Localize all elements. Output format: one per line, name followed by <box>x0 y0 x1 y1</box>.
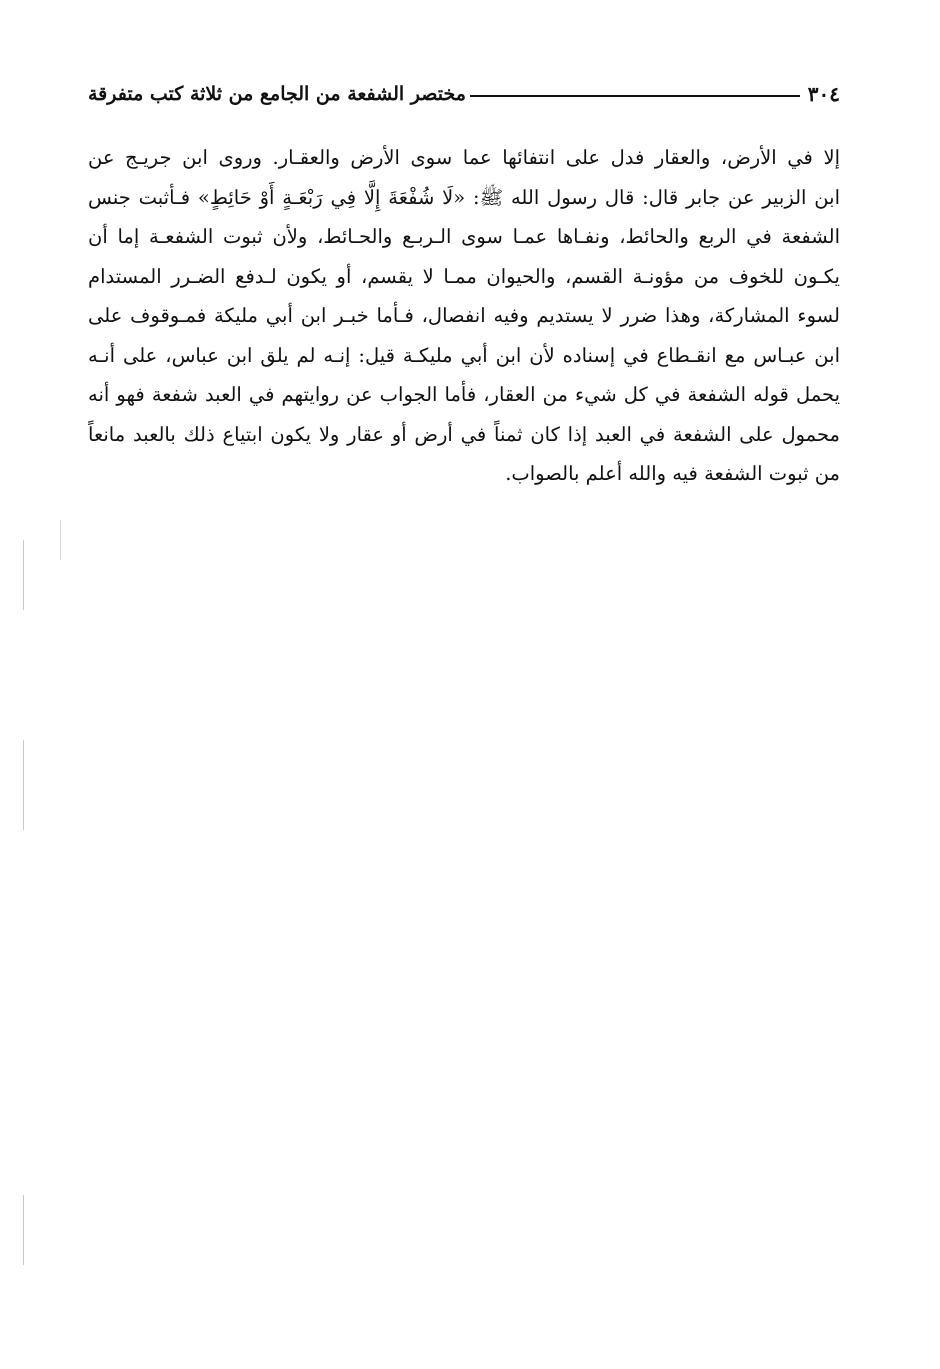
text-line: ابن الزبير عن جابر قال: قال رسول الله ﷺ: «لَا شُفْعَةَ إِلَّا فِي رَبْعَـةٍ أَوْ حَائِطٍ» فـأثبت جنس <box>88 185 840 209</box>
body-text <box>88 138 840 494</box>
text-line: من ثبوت الشفعة فيه والله أعلم بالصواب. <box>505 462 840 485</box>
text-line: محمول على الشفعة في العبد إذا كان ثمناً في أرض أو عقار ولا يكون ابتياع ذلك بالعبد مانعاً <box>88 422 840 446</box>
page-number: ٣٠٤ <box>807 82 840 106</box>
scan-artifact-line <box>23 540 24 610</box>
text-line: ابن عبـاس مع انقـطاع في إسناده لأن ابن أبي مليكـة قيل: إنـه لم يلق ابن عباس، على أنـه <box>88 343 840 367</box>
running-title: مختصر الشفعة من الجامع من ثلاثة كتب متفرقة <box>88 83 466 105</box>
text-line: يكـون للخوف من مؤونـة القسم، والحيوان ممـا لا يقسم، أو يكون لـدفع الضـرر المستدام <box>88 264 840 288</box>
scan-artifact-line <box>23 740 24 830</box>
text-line: الشفعة في الربع والحائط، ونفـاها عمـا سوى الـربـع والحـائط، ولأن ثبوت الشفعـة إما أن <box>88 225 840 248</box>
text-line: يحمل قوله الشفعة في كل شيء من العقار، فأما الجواب عن روايتهم في العبد شفعة فهو أنه <box>88 383 840 406</box>
scan-artifact-line <box>23 1195 24 1265</box>
header-rule <box>470 95 800 97</box>
page-header <box>88 78 840 110</box>
scan-artifact-line <box>60 520 61 560</box>
text-line: لسوء المشاركة، وهذا ضرر لا يستديم وفيه انفصال، فـأما خبـر ابن أبي مليكة فمـوقوف على <box>88 304 840 327</box>
text-line: إلا في الأرض، والعقار فدل على انتفائها عما سوى الأرض والعقـار. وروى ابن جريـج عن <box>88 146 840 169</box>
